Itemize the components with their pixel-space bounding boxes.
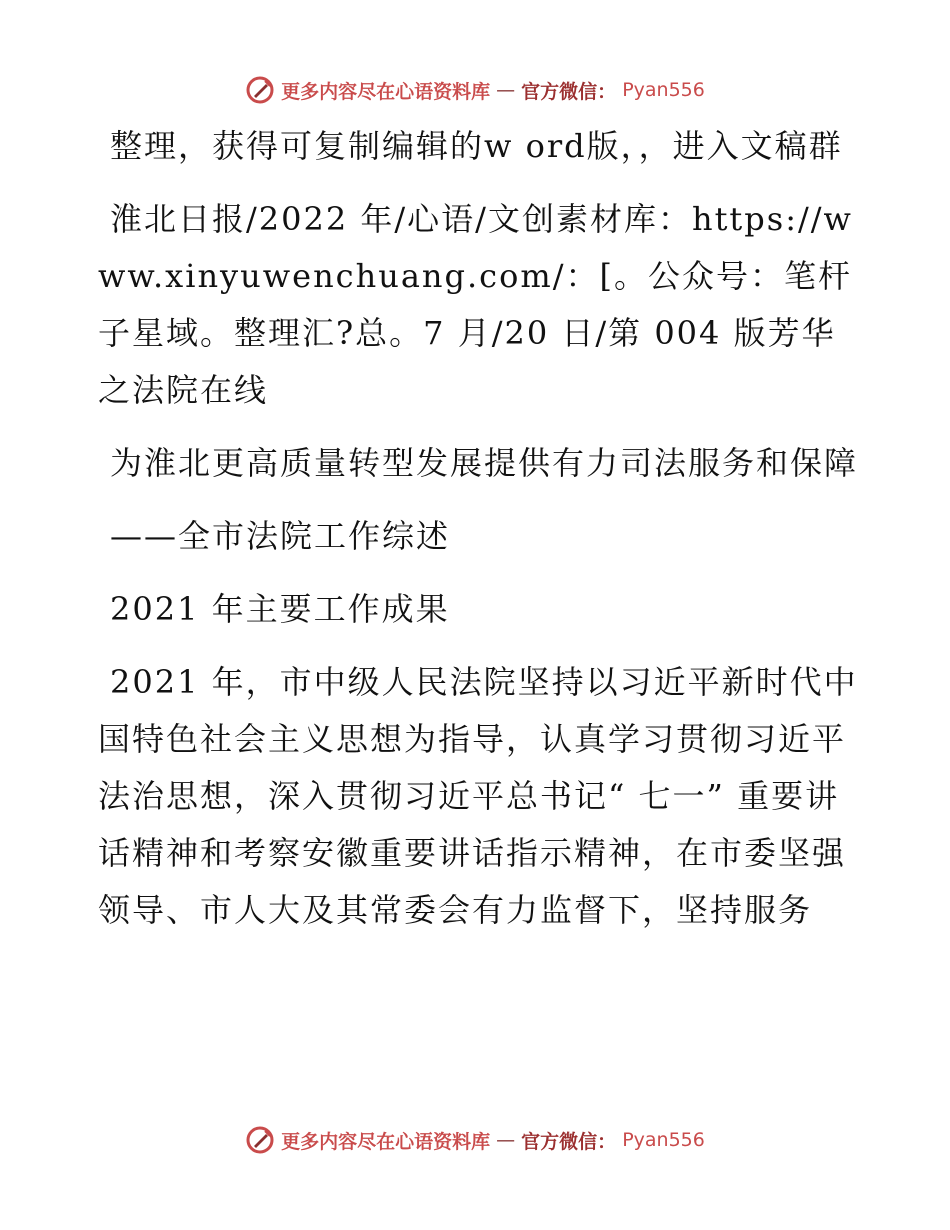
quill-circle-logo-icon — [245, 75, 275, 105]
watermark-wechat-label: 官方微信： — [521, 1130, 617, 1153]
quill-circle-logo-icon — [245, 1125, 275, 1155]
paragraph-2: 淮北日报/2022 年/心语/文创素材库：https://www.xinyuwenchuang.com/：[。公众号：笔杆子星域。整理汇?总。7 月/20 日/第 004 版芳华之法院在线 — [98, 200, 853, 409]
watermark-handle: Pyan556 — [622, 1129, 705, 1151]
watermark-handle: Pyan556 — [622, 79, 705, 101]
document-body — [98, 118, 858, 939]
watermark-brand: 更多内容尽在心语资料库 — [281, 1130, 491, 1153]
watermark-brand: 更多内容尽在心语资料库 — [281, 80, 491, 103]
watermark-separator: — — [496, 79, 516, 101]
watermark-wechat-label: 官方微信： — [521, 80, 617, 103]
watermark-banner-top — [0, 70, 950, 110]
watermark-banner-bottom — [0, 1120, 950, 1160]
paragraph-1: 整理，获得可复制编辑的w ord版，，进入文稿群 — [110, 127, 843, 165]
paragraph-6: 2021 年，市中级人民法院坚持以习近平新时代中国特色社会主义思想为指导，认真学习贯彻习近平法治思想，深入贯彻习近平总书记“ 七一” 重要讲话精神和考察安徽重要讲话指示精神，在市委坚强领导、市人大及其常委会有力监督下，坚持服务 — [98, 663, 858, 929]
paragraph-4: ——全市法院工作综述 — [110, 517, 451, 555]
paragraph-5: 2021 年主要工作成果 — [110, 590, 450, 628]
watermark-separator: — — [496, 1129, 516, 1151]
paragraph-3: 为淮北更高质量转型发展提供有力司法服务和保障 — [110, 444, 859, 482]
